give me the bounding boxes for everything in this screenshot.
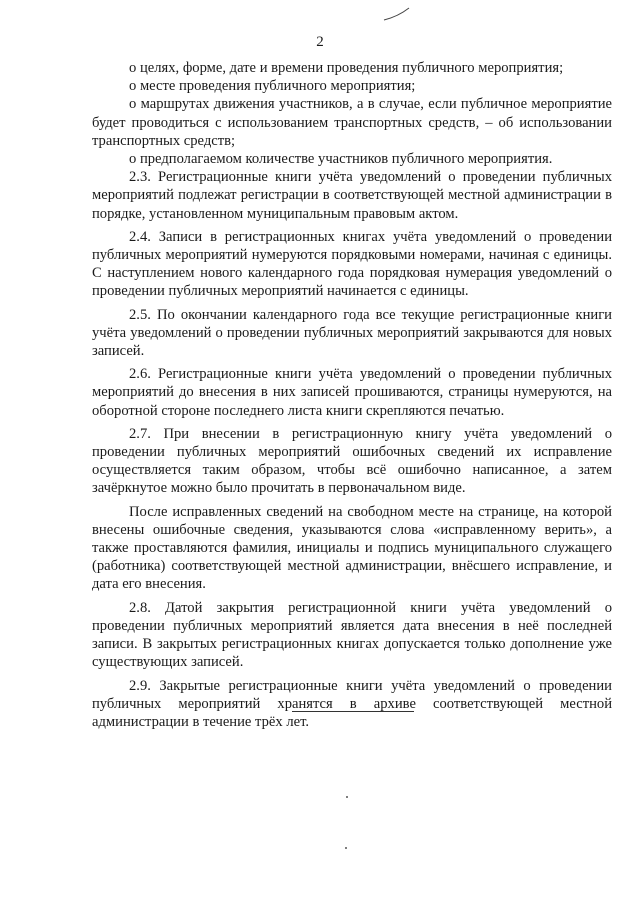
clause-2-7-continuation: После исправленных сведений на свободном месте на странице, на которой внесены ошибочные сведения, указываются слова «исправленному верить», а также проставляются фамилия, инициалы и подпись муниципального служащего (работника) соответствующей местной администрации, внёсшего исправление, и дата его внесения. [92, 503, 612, 593]
document-body [92, 59, 612, 731]
list-item-participants: о предполагаемом количестве участников публичного мероприятия. [129, 151, 553, 168]
end-divider [292, 711, 414, 712]
list-item-place: о месте проведения публичного мероприятия; [129, 78, 416, 95]
clause-2-3: 2.3. Регистрационные книги учёта уведомлений о проведении публичных мероприятий подлежат регистрации в соответствующей местной администрации в порядке, установленном муниципальным правовым актом. [92, 169, 612, 222]
list-item-routes: о маршрутах движения участников, а в случае, если публичное мероприятие будет проводиться с использованием транспортных средств, – об использовании транспортных средств; [92, 96, 612, 149]
pen-mark [382, 6, 412, 24]
clause-2-8: 2.8. Датой закрытия регистрационной книги учёта уведомлений о проведении публичных мероприятий является дата внесения в неё последней записи. В закрытых регистрационных книгах допускается только дополнение уже существующих записей. [92, 599, 612, 671]
scan-speck [346, 796, 348, 798]
scan-speck [345, 847, 347, 849]
clause-2-7: 2.7. При внесении в регистрационную книгу учёта уведомлений о проведении публичных мероприятий ошибочных сведений их исправление осуществляется таким образом, чтобы всё ошибочно написанное, а затем зачёркнутое можно было прочитать в первоначальном виде. [92, 425, 612, 497]
clause-2-9: 2.9. Закрытые регистрационные книги учёта уведомлений о проведении публичных мероприятий хранятся в архиве соответствующей местной администрации в течение трёх лет. [92, 677, 612, 730]
page-number: 2 [316, 34, 324, 50]
clause-2-4: 2.4. Записи в регистрационных книгах учёта уведомлений о проведении публичных мероприятий нумеруются порядковыми номерами, начиная с единицы. С наступлением нового календарного года порядковая нумерация уведомлений о проведении публичных мероприятий начинается с единицы. [92, 228, 612, 300]
clause-2-5: 2.5. По окончании календарного года все текущие регистрационные книги учёта уведомлений о проведении публичных мероприятий закрываются для новых записей. [92, 306, 612, 360]
list-item-goals: о целях, форме, дате и времени проведения публичного мероприятия; [129, 60, 564, 76]
clause-2-6: 2.6. Регистрационные книги учёта уведомлений о проведении публичных мероприятий до внесения в них записей прошиваются, страницы нумеруются, на оборотной стороне последнего листа книги скрепляются печатью. [92, 366, 612, 419]
